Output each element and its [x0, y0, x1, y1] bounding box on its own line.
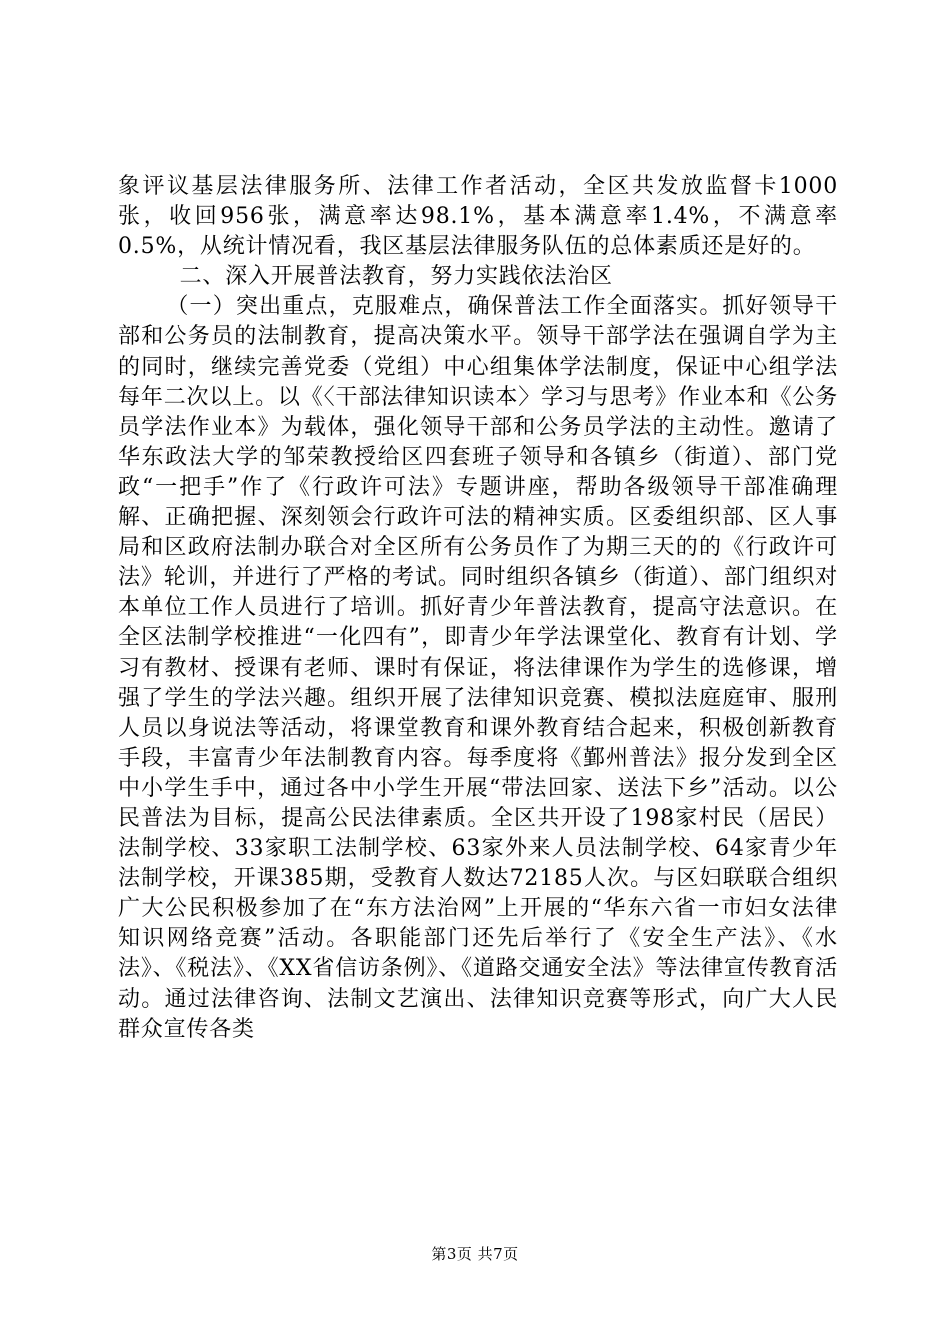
- document-body: [118, 172, 838, 1045]
- paragraph-main: （一）突出重点，克服难点，确保普法工作全面落实。抓好领导干部和公务员的法制教育，提高决策水平。领导干部学法在强调自学为主的同时，继续完善党委（党组）中心组集体学法制度，保证中心组学法每年二次以上。以《〈干部法律知识读本〉学习与思考》作业本和《公务员学法作业本》为载体，强化领导干部和公务员学法的主动性。邀请了华东政法大学的邹荣教授给区四套班子领导和各镇乡（街道）、部门党政“一把手”作了《行政许可法》专题讲座，帮助各级领导干部准确理解、正确把握、深刻领会行政许可法的精神实质。区委组织部、区人事局和区政府法制办联合对全区所有公务员作了为期三天的的《行政许可法》轮训，并进行了严格的考试。同时组织各镇乡（街道）、部门组织对本单位工作人员进行了培训。抓好青少年普法教育，提高守法意识。在全区法制学校推进“一化四有”，即青少年学法课堂化、教育有计划、学习有教材、授课有老师、课时有保证，将法律课作为学生的选修课，增强了学生的学法兴趣。组织开展了法律知识竞赛、模拟法庭庭审、服刑人员以身说法等活动，将课堂教育和课外教育结合起来，积极创新教育手段，丰富青少年法制教育内容。每季度将《鄞州普法》报分发到全区中小学生手中，通过各中小学生开展“带法回家、送法下乡”活动。以公民普法为目标，提高公民法律素质。全区共开设了198家村民（居民）法制学校、33家职工法制学校、63家外来人员法制学校、64家青少年法制学校，开课385期，受教育人数达72185人次。与区妇联联合组织广大公民积极参加了在“东方法治网”上开展的“华东六省一市妇女法律知识网络竞赛”活动。各职能部门还先后举行了《安全生产法》、《水法》、《税法》、《XX省信访条例》、《道路交通安全法》等法律宣传教育活动。通过法律咨询、法制文艺演出、法律知识竞赛等形式，向广大人民群众宣传各类: [118, 294, 838, 1042]
- paragraph-continued: 象评议基层法律服务所、法律工作者活动，全区共发放监督卡1000张，收回956张，满意率达98.1%，基本满意率1.4%，不满意率0.5%，从统计情况看，我区基层法律服务队伍的总体素质还是好的。: [118, 174, 838, 260]
- page-footer: 第3页 共7页: [431, 1245, 519, 1263]
- section-heading: 二、深入开展普法教育，努力实践依法治区: [179, 264, 613, 290]
